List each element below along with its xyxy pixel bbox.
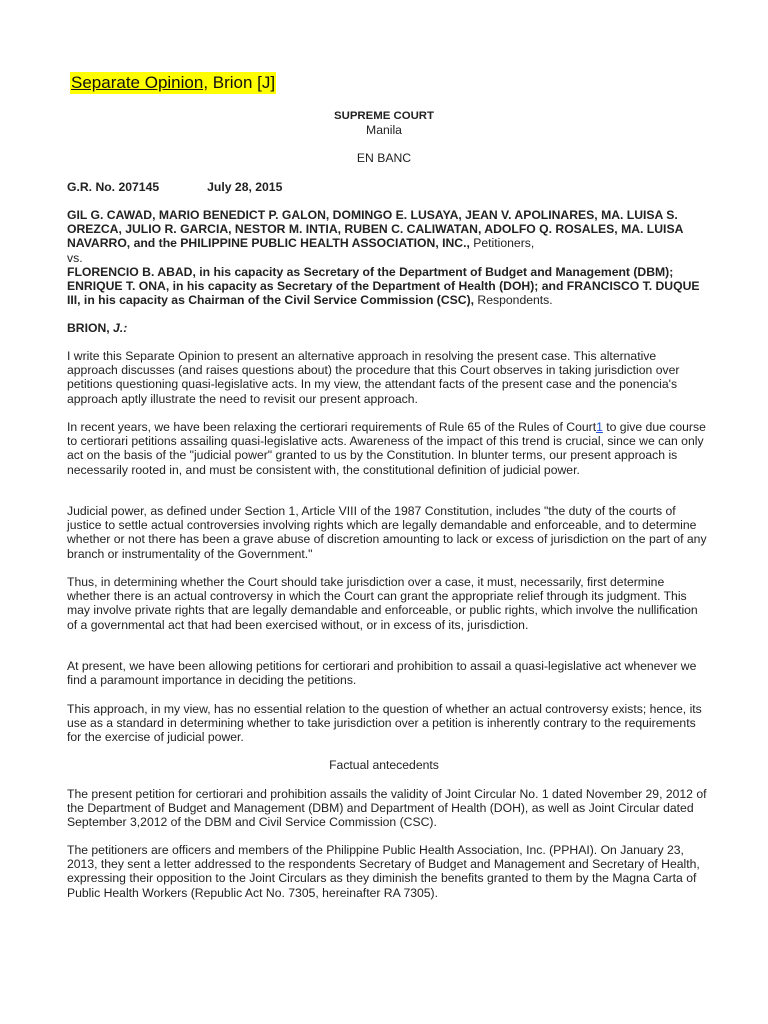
paragraph-2 [67,420,707,477]
paragraph-6: This approach, in my view, has no essential relation to the question of whether an actual controversy exists; hence, its use as a standard in determining whether to take jurisdiction over a petition is inherently contrary to the requirements for the exercise of judicial power. [67,702,702,745]
court-division: EN BANC [356,151,412,165]
paragraph-2-text-b: to give due course to certiorari petitions assailing quasi-legislative acts. Awareness of the impact of this trend is crucial, since we can only act on the basis of the "judicial power" granted to us by the Constitution. In blunter terms, our present approach is necessarily rooted in, and must be consistent with, the constitutional definition of judicial power. [67,420,706,477]
versus-label: vs. [67,251,83,265]
opinion-title-link[interactable]: Separate Opinion, [71,73,209,92]
paragraph-3: Judicial power, as defined under Section 1, Article VIII of the 1987 Constitution, includes "the duty of the courts of justice to settle actual controversies involving rights which are legally demandable and enforceable, and to determine whether or not there has been a grave abuse of discretion amounting to lack or excess of jurisdiction on the part of any branch or instrumentality of the Government." [67,504,707,561]
paragraph-8: The petitioners are officers and members of the Philippine Public Health Association, Inc. (PPHAI). On January 23, 2013, they sent a letter addressed to the respondents Secretary of Budget and Management and Secretary of Health, expressing their opposition to the Joint Circulars as they diminish the benefits granted to them by the Magna Carta of Public Health Workers (Republic Act No. 7305, hereinafter RA 7305). [67,843,700,900]
court-name: SUPREME COURT [334,110,434,122]
paragraph-2-text-a: In recent years, we have been relaxing the certiorari requirements of Rule 65 of the Rules of Court [67,420,597,434]
paragraph-4: Thus, in determining whether the Court should take jurisdiction over a case, it must, necessarily, first determine whether there is an actual controversy in which the Court can grant the appropriate relief through its judgment. This may involve private rights that are legally demandable and enforceable, or public rights, which involve the nullification of a governmental act that had been exercised without, or in excess of its, jurisdiction. [67,575,698,632]
paragraph-7: The present petition for certiorari and prohibition assails the validity of Joint Circular No. 1 dated November 29, 2012 of the Department of Budget and Management (DBM) and Department of Health (DOH), as well as Joint Circular dated September 3,2012 of the DBM and Civil Service Commission (CSC). [67,787,707,830]
author-name: BRION, [67,321,110,335]
section-subheading: Factual antecedents [329,758,439,772]
opinion-author-label: Brion [J] [208,73,276,92]
petitioners-label: Petitioners, [469,236,535,251]
opinion-heading [70,72,276,94]
court-city: Manila [366,123,402,137]
opinion-author [67,321,707,335]
case-date: July 28, 2015 [207,180,283,194]
respondents-names: FLORENCIO B. ABAD, in his capacity as Secretary of the Department of Budget and Management (DBM); ENRIQUE T. ONA, in his capacity as Secretary of the Department of Health (DOH); and FRANCISCO T. DUQUE III, in his capacity as Chairman of the Civil Service Commission (CSC), [67,265,700,308]
paragraph-1: I write this Separate Opinion to present an alternative approach in resolving the present case. This alternative approach discusses (and raises questions about) the procedure that this Court observes in taking jurisdiction over petitions questioning quasi-legislative acts. In my view, the attendant facts of the present case and the ponencia's approach aptly illustrate the need to revisit our present approach. [67,349,680,406]
petitioners-names: GIL G. CAWAD, MARIO BENEDICT P. GALON, DOMINGO E. LUSAYA, JEAN V. APOLINARES, MA. LUISA S. OREZCA, JULIO R. GARCIA, NESTOR M. INTIA, RUBEN C. CALIWATAN, ADOLFO Q. ROSALES, MA. LUISA NAVARRO, and the PHILIPPINE PUBLIC HEALTH ASSOCIATION, INC., [67,208,683,251]
case-reference [67,180,707,194]
petitioners-block [67,208,707,251]
respondents-label: Respondents. [474,293,553,308]
paragraph-5: At present, we have been allowing petitions for certiorari and prohibition to assail a quasi-legislative act whenever we find a paramount importance in deciding the petitions. [67,659,697,688]
respondents-block [67,265,707,308]
footnote-link[interactable]: 1 [596,420,603,434]
case-number: G.R. No. 207145 [67,180,160,194]
author-suffix: J.: [109,321,128,335]
